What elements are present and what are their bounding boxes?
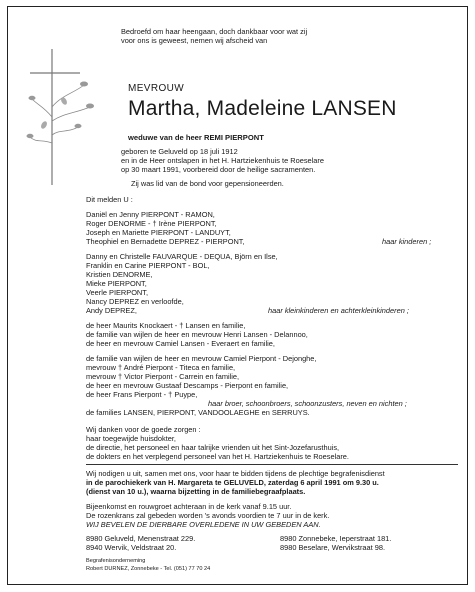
undertaker-contact: Robert DURNEZ, Zonnebeke - Tel. (051) 77 70 24 [86,566,211,572]
child-line: Theophiel en Bernadette DEPREZ - PIERPONT, [86,237,245,246]
child-line: Joseph en Mariette PIERPONT - LANDUYT, [86,228,231,237]
address-right: 8980 Zonnebeke, Ieperstraat 181. [280,534,392,543]
intro-line-2: voor ons is geweest, nemen wij afscheid van [121,36,268,45]
family-tag: haar broer, schoonbroers, schoonzusters, neven en nichten ; [208,399,407,408]
gather-line: Bijeenkomst en rouwgroet achteraan in de kerk vanaf 9.15 uur. [86,502,292,511]
grandchild-line: Andy DEPREZ, [86,306,137,315]
grandchildren-tag: haar kleinkinderen en achterkleinkinderen ; [268,306,409,315]
bio-line-3: op 30 maart 1991, voorbereid door de heilige sacramenten. [121,165,316,174]
intro-line-1: Bedroefd om haar heengaan, doch dankbaar voor wat zij [121,27,308,36]
thanks-line: haar toegewijde huisdokter, [86,434,176,443]
invite-line: in de parochiekerk van H. Margareta te GELUVELD, zaterdag 6 april 1991 om 9.30 u. [86,478,379,487]
undertaker-label: Begrafenisonderneming [86,558,146,564]
mourning-card [7,6,468,585]
cross-with-flowers-icon [24,47,104,187]
thanks-line: de directie, het personeel en haar talrijke vrienden uit het Sint-Jozefarusthuis, [86,443,340,452]
bio-line-1: geboren te Geluveld op 18 juli 1912 [121,147,238,156]
family-line: de heer en mevrouw Camiel Lansen - Everaert en familie, [86,339,275,348]
families-line: de families LANSEN, PIERPONT, VANDOOLAEGHE en SERRUYS. [86,408,310,417]
family-line: de heer Frans Pierpont - † Puype, [86,390,198,399]
grandchild-line: Franklin en Carine PIERPONT - BOL, [86,261,210,270]
announce-line: Dit melden U : [86,195,133,204]
grandchild-line: Danny en Christelle FAUVARQUE - DEQUA, Björn en Ilse, [86,252,278,261]
bio-line-2: en in de Heer ontslapen in het H. Hartziekenhuis te Roeselare [121,156,324,165]
address-right: 8980 Beselare, Wervikstraat 98. [280,543,386,552]
family-line: de familie van wijlen de heer en mevrouw Henri Lansen - Delannoo, [86,330,308,339]
family-line: de heer Maurits Knockaert - † Lansen en familie, [86,321,246,330]
family-line: de heer en mevrouw Gustaaf Descamps - Pierpont en familie, [86,381,289,390]
thanks-line: de dokters en het verplegend personeel van het H. Hartziekenhuis te Roeselare. [86,452,349,461]
membership-line: Zij was lid van de bond voor gepensioneerden. [131,179,284,188]
family-line: mevrouw † Victor Pierpont - Carrein en familie, [86,372,240,381]
child-line: Daniël en Jenny PIERPONT - RAMON, [86,210,215,219]
thanks-line: Wij danken voor de goede zorgen : [86,425,201,434]
children-tag: haar kinderen ; [382,237,432,246]
commend-line: WIJ BEVELEN DE DIERBARE OVERLEDENE IN UW GEBEDEN AAN. [86,520,321,529]
grandchild-line: Veerle PIERPONT, [86,288,149,297]
invite-line: Wij nodigen u uit, samen met ons, voor haar te bidden tijdens de plechtige begrafenisdienst [86,469,385,478]
grandchild-line: Nancy DEPREZ en verloofde, [86,297,184,306]
invite-line: (dienst van 10 u.), waarna bijzetting in de familiebegraafplaats. [86,487,306,496]
deceased-name: Martha, Madeleine LANSEN [128,97,397,120]
widow-of: weduwe van de heer REMI PIERPONT [128,133,264,142]
address-left: 8980 Geluveld, Menenstraat 229. [86,534,196,543]
family-line: de familie van wijlen de heer en mevrouw Camiel Pierpont - Dejonghe, [86,354,317,363]
family-line: mevrouw † André Pierpont - Titeca en familie, [86,363,236,372]
gather-line: De rozenkrans zal gebeden worden 's avonds voordien te 7 uur in de kerk. [86,511,330,520]
grandchild-line: Mieke PIERPONT, [86,279,147,288]
child-line: Roger DENORME - † Irène PIERPONT, [86,219,217,228]
title-mevrouw: MEVROUW [128,83,185,94]
address-left: 8940 Wervik, Veldstraat 20. [86,543,177,552]
divider [86,464,458,465]
grandchild-line: Kristien DENORME, [86,270,153,279]
